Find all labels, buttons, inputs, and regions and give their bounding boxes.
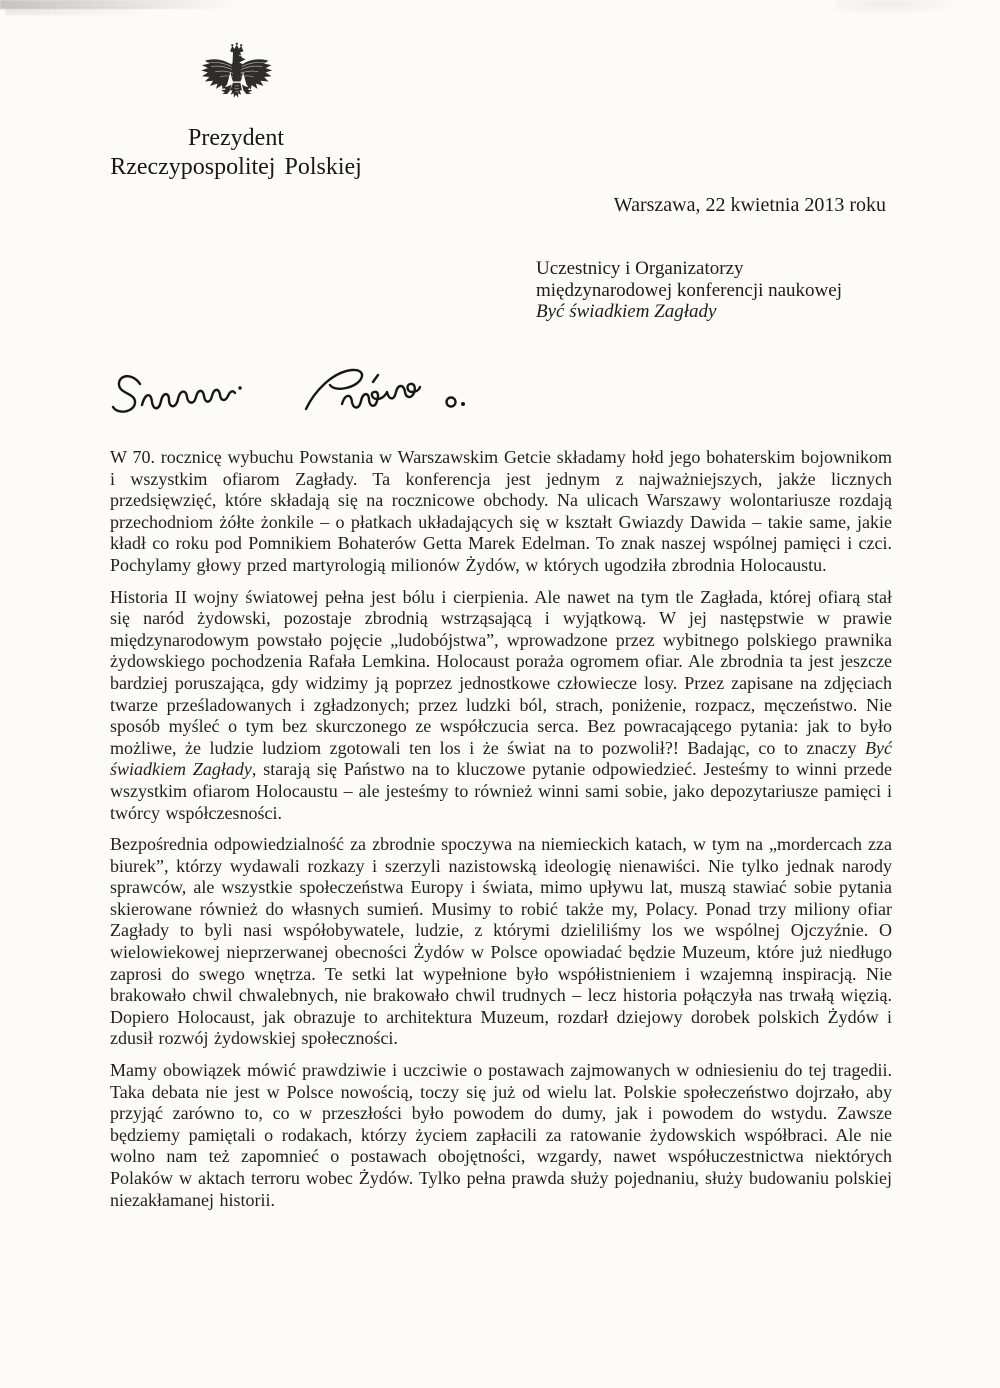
text-run: Bezpośrednia odpowiedzialność za zbrodnie spoczywa na niemieckich katach, w tym na „mordercach zza biurek”, którzy wydawali rozkazy i szerzyli nazistowską ideologię nienawiści. Nie tylko jednak narody sprawców, ale wszystkie społeczeństwa Europy i świata, mimo upływu lat, muszą stawiać sobie pytania skierowane również do własnych sumień. Musimy to robić także my, Polacy. Ponad trzy miliony ofiar Zagłady to byli nasi współobywatele, ludzie, z którymi dzieliliśmy los we wspólnej Ojczyźnie. O wielowiekowej nieprzerwanej obecności Żydów w Polsce opowiadać będzie Muzeum, które już niedługo zaprosi do swego wnętrza. Te setki lat wypełnione było współistnieniem i wzajemną inspiracją. Nie brakowało chwil chwalebnych, nie brakowało chwil trudnych – lecz historia połączyła nas trwałą więzią. Dopiero Holocaust, jak obrazuje to architektura Muzeum, rozdarł dziejowy dorobek polskich Żydów i zdusił rozwój żydowskiej społeczności.: [110, 834, 892, 1049]
letter-body: [110, 447, 892, 1211]
body-paragraph: [110, 1060, 892, 1211]
body-paragraph: [110, 834, 892, 1050]
recipient-line1: Uczestnicy i Organizatorzy: [536, 258, 744, 279]
text-run: W 70. rocznicę wybuchu Powstania w Warszawskim Getcie składamy hołd jego bohaterskim bojownikom i wszystkim ofiarom Zagłady. Ta konferencja jest jednym z najważniejszych, jakże licznych przedsięwzięć, które składają się na rocznicowe obchody. Na ulicach Warszawy wolontariusze rozdają przechodniom żółte żonkile – o płatkach układających się w kształt Gwiazdy Dawida – takie same, jakie kładł co roku pod Pomnikiem Bohaterów Getta Marek Edelman. To znak naszej wspólnej pamięci i czci. Pochylamy głowy przed martyrologią milionów Żydów, w których ugodziła zbrodnia Holocaustu.: [110, 447, 892, 575]
recipient-conference-title: Być świadkiem Zagłady: [536, 301, 717, 322]
text-run: , starają się Państwo na to kluczowe pytanie odpowiedzieć. Jesteśmy to winni przede wszystkim ofiarom Holocaustu – ale jesteśmy to również winni sami sobie, jako depozytariusze pamięci i twórcy współczesności.: [110, 759, 892, 823]
recipient-block: [536, 258, 842, 323]
body-paragraph: [110, 587, 892, 825]
letterhead-sender: [36, 124, 436, 182]
handwritten-salutation: [110, 362, 482, 422]
text-run: Mamy obowiązek mówić prawdziwie i uczciwie o postawach zajmowanych w odniesieniu do tej tragedii. Taka debata nie jest w Polsce nowością, toczy się już od wielu lat. Polskie społeczeństwo dojrzało, aby przyjąć zarówno to, co w przeszłości było powodem do dumy, jak i powodem do wstydu. Zawsze będziemy pamiętali o rodakach, którzy życiem zapłacili za ratowanie żydowskich współbraci. Ale nie wolno nam też zapomnieć o postawach obojętności, wzgardy, nawet współuczestnictwa niektórych Polaków w aktach terroru wobec Żydów. Tylko pełna prawda służy pojednaniu, służy budowaniu polskiej niezakłamanej historii.: [110, 1060, 892, 1210]
text-run: Historia II wojny światowej pełna jest bólu i cierpienia. Ale nawet na tym tle Zagłada, której ofiarą stał się naród żydowski, pozostaje zbrodnią wstrząsającą i wyjątkową. W jej następstwie w prawie międzynarodowym powstało pojęcie „ludobójstwa”, wprowadzone przez wybitnego polskiego prawnika żydowskiego pochodzenia Rafała Lemkina. Holocaust poraża ogromem ofiar. Ale zbrodnia ta jest jeszcze bardziej poruszająca, gdy widzimy ją poprzez jednostkowe człowiecze losy. Przez zapisane na zdjęciach twarze prześladowanych i zgładzonych; przez ludzki ból, strach, poniżenie, rozpacz, męczeństwo. Nie sposób myśleć o tym bez skurczonego ze współczucia serca. Bez powracającego pytania: jak to było możliwe, że ludzie ludziom zgotowali ten los i że świat na to pozwolił?! Badając, co to znaczy: [110, 586, 892, 758]
dateline: Warszawa, 22 kwietnia 2013 roku: [613, 194, 886, 216]
italic-phrase: Być świadkiem Zagłady: [110, 737, 892, 780]
body-paragraph: [110, 447, 892, 577]
sender-title-line1: Prezydent: [188, 125, 284, 151]
polish-eagle-emblem-icon: [199, 38, 273, 116]
scan-artifact-top-right: [835, 0, 965, 16]
scan-artifact-top-left-2: [6, 8, 156, 15]
sender-title-line2: Rzeczypospolitej Polskiej: [110, 154, 362, 180]
recipient-line2: międzynarodowej konferencji naukowej: [536, 279, 842, 301]
